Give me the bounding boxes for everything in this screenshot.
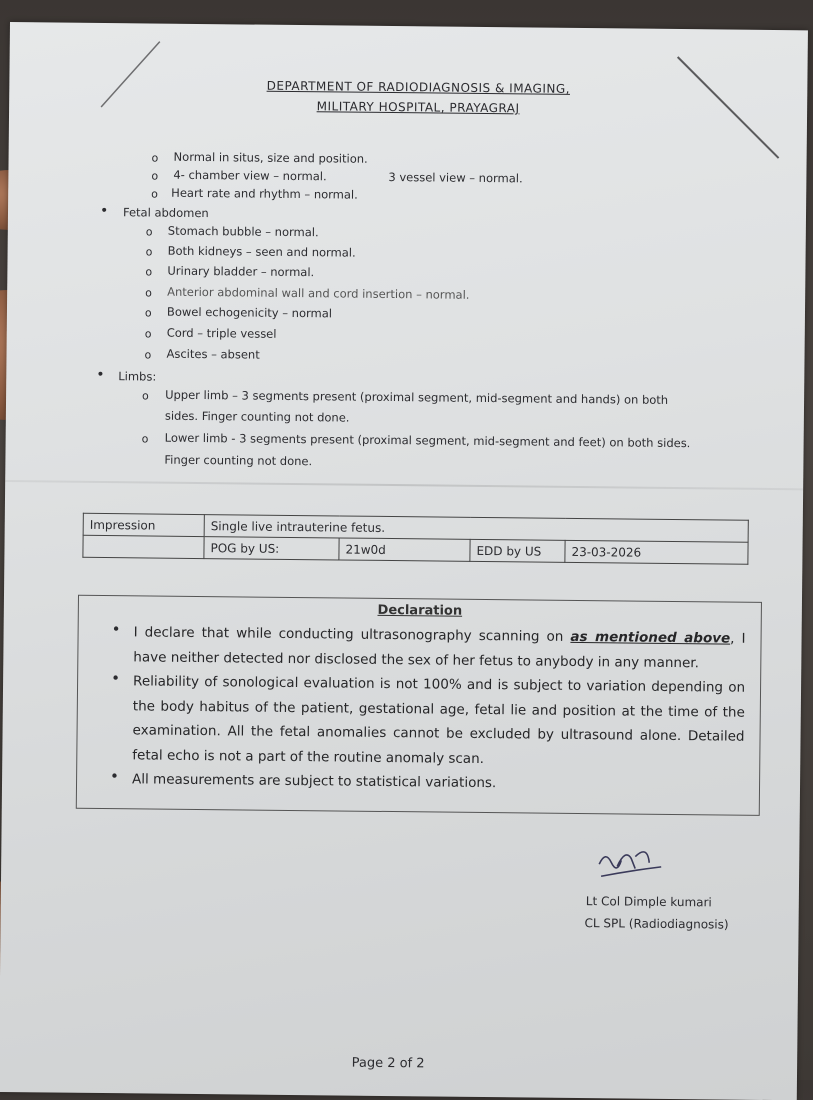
- report-page: [0, 22, 808, 1100]
- list-bullet: o: [144, 306, 152, 320]
- abdomen-kidneys: Both kidneys – seen and normal.: [167, 243, 356, 260]
- lower-limb-line2: Finger counting not done.: [164, 452, 313, 469]
- impression-value: Single live intrauterine fetus.: [204, 515, 748, 543]
- declaration-p1-after: , I have neither detected nor disclosed the sex of her fetus to anybody in any manner.: [133, 630, 746, 671]
- abdomen-bladder: Urinary bladder – normal.: [167, 263, 315, 280]
- list-bullet: o: [151, 187, 159, 201]
- declaration-p3: All measurements are subject to statistical variations.: [131, 771, 497, 792]
- declaration-p2: Reliability of sonological evaluation is not 100% and is subject to variation depending on the body habitus of the patient, gestational age, fetal lie and position at the time of the examination. All the fetal anomalies cannot be excluded by ultrasound alone. Detailed fetal echo is not a part of the routine anomaly scan.: [132, 673, 746, 767]
- abdomen-bowel: Bowel echogenicity – normal: [166, 304, 333, 321]
- impression-label: Impression: [83, 513, 204, 536]
- upper-limb-line1: Upper limb – 3 segments present (proximal segment, mid-segment and hands) on both: [165, 387, 669, 407]
- declaration-box: [76, 595, 762, 816]
- impression-table: [82, 513, 748, 565]
- signatory-name: Lt Col Dimple kumari: [585, 894, 712, 910]
- abdomen-title: Fetal abdomen: [122, 205, 209, 221]
- heart-4-chamber: 4- chamber view – normal.: [173, 167, 327, 184]
- empty-cell: [83, 535, 204, 558]
- abdomen-stomach: Stomach bubble – normal.: [167, 223, 319, 240]
- list-bullet: o: [151, 169, 159, 183]
- list-bullet: o: [144, 348, 152, 362]
- abdomen-wall: Anterior abdominal wall and cord insertion – normal.: [167, 284, 470, 302]
- declaration-p1: [133, 620, 745, 675]
- limbs-title: Limbs:: [118, 369, 157, 384]
- declaration-bullet: •: [110, 767, 120, 786]
- upper-limb-line2: sides. Finger counting not done.: [164, 408, 350, 425]
- department-title: DEPARTMENT OF RADIODIAGNOSIS & IMAGING,: [266, 78, 571, 96]
- section-bullet: •: [96, 366, 105, 384]
- list-bullet: o: [144, 327, 152, 341]
- signature-scribble: [591, 836, 672, 887]
- declaration-bullet: •: [111, 669, 121, 688]
- lower-limb-line1: Lower limb - 3 segments present (proximal segment, mid-segment and feet) on both sides.: [164, 430, 691, 451]
- list-bullet: o: [151, 151, 159, 165]
- signatory-title: CL SPL (Radiodiagnosis): [584, 916, 729, 932]
- hospital-title: MILITARY HOSPITAL, PRAYAGRAJ: [316, 99, 520, 116]
- corner-fold-marks: [8, 22, 808, 230]
- list-bullet: o: [145, 245, 153, 259]
- list-bullet: o: [145, 265, 153, 279]
- list-bullet: o: [142, 389, 149, 403]
- edd-value: 23-03-2026: [565, 540, 748, 564]
- pog-label: POG by US:: [204, 537, 339, 560]
- list-bullet: o: [145, 286, 152, 300]
- abdomen-cord: Cord – triple vessel: [166, 325, 277, 341]
- declaration-title: Declaration: [377, 602, 463, 619]
- page-number: Page 2 of 2: [351, 1055, 425, 1072]
- abdomen-ascites: Ascites – absent: [166, 346, 260, 362]
- declaration-p1-before: I declare that while conducting ultrasonography scanning on: [133, 624, 571, 645]
- fold-line: [5, 480, 803, 490]
- list-bullet: o: [145, 225, 153, 239]
- heart-rate: Heart rate and rhythm – normal.: [171, 185, 358, 202]
- pog-value: 21w0d: [339, 538, 470, 561]
- list-bullet: o: [141, 432, 149, 446]
- declaration-p1-emph: as mentioned above: [570, 628, 731, 647]
- heart-3-vessel: 3 vessel view – normal.: [388, 169, 523, 186]
- declaration-bullet: •: [111, 620, 121, 639]
- edd-label: EDD by US: [470, 539, 565, 562]
- heart-situs: Normal in situs, size and position.: [173, 149, 368, 166]
- section-bullet: •: [99, 202, 109, 220]
